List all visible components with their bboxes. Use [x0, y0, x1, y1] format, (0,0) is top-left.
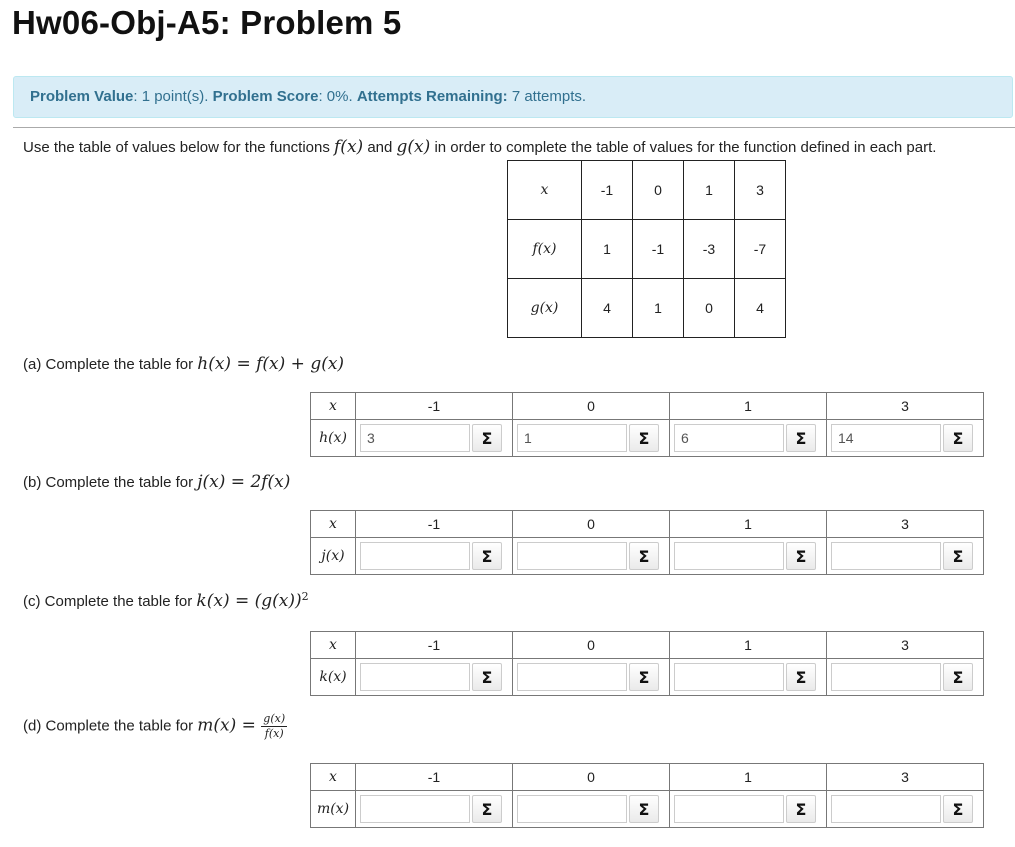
- function-label: h(x): [311, 420, 356, 457]
- answer-input[interactable]: [674, 542, 784, 570]
- sigma-icon: Σ: [795, 428, 807, 448]
- fraction-denominator: f(x): [264, 727, 284, 740]
- x-value: 1: [670, 632, 827, 659]
- x-value: 0: [513, 511, 670, 538]
- given-f-value: -1: [633, 220, 684, 279]
- divider: [13, 127, 1015, 128]
- sigma-icon: Σ: [952, 428, 964, 448]
- equation-editor-button[interactable]: [943, 795, 973, 823]
- answer-input[interactable]: [360, 795, 470, 823]
- sigma-icon: Σ: [638, 428, 650, 448]
- equation-editor-button[interactable]: [472, 663, 502, 691]
- given-x-value: 1: [684, 161, 735, 220]
- equation-editor-button[interactable]: [472, 542, 502, 570]
- answer-input[interactable]: [831, 542, 941, 570]
- function-label: k(x): [311, 659, 356, 696]
- equation-editor-button[interactable]: [629, 795, 659, 823]
- given-f-value: -7: [735, 220, 786, 279]
- x-value: 0: [513, 393, 670, 420]
- sigma-icon: Σ: [952, 546, 964, 566]
- sigma-icon: Σ: [638, 799, 650, 819]
- given-g-value: 1: [633, 279, 684, 338]
- given-g-value: 0: [684, 279, 735, 338]
- f-symbol: f(x): [334, 137, 364, 157]
- part-d-table: [310, 763, 984, 828]
- answer-input[interactable]: [674, 424, 784, 452]
- given-x-label: x: [508, 161, 582, 220]
- sigma-icon: Σ: [481, 667, 493, 687]
- part-c-exponent: 2: [301, 590, 309, 603]
- x-value: 0: [513, 764, 670, 791]
- equation-editor-button[interactable]: [786, 424, 816, 452]
- sigma-icon: Σ: [481, 428, 493, 448]
- given-f-value: 1: [582, 220, 633, 279]
- sigma-icon: Σ: [952, 667, 964, 687]
- sigma-icon: Σ: [795, 799, 807, 819]
- equation-editor-button[interactable]: [786, 795, 816, 823]
- answer-input[interactable]: [360, 542, 470, 570]
- sigma-icon: Σ: [795, 667, 807, 687]
- part-c-text: (c) Complete the table for: [23, 593, 197, 610]
- sigma-icon: Σ: [481, 546, 493, 566]
- equation-editor-button[interactable]: [943, 424, 973, 452]
- part-a-text: (a) Complete the table for: [23, 356, 198, 373]
- part-c-table: [310, 631, 984, 696]
- given-g-value: 4: [582, 279, 633, 338]
- function-label: j(x): [311, 538, 356, 575]
- answer-input[interactable]: [831, 663, 941, 691]
- answer-input[interactable]: [831, 424, 941, 452]
- part-c-label: [23, 590, 309, 611]
- answer-input[interactable]: [517, 663, 627, 691]
- answer-input[interactable]: [360, 663, 470, 691]
- sigma-icon: Σ: [481, 799, 493, 819]
- sigma-icon: Σ: [638, 546, 650, 566]
- sigma-icon: Σ: [638, 667, 650, 687]
- instructions: [23, 137, 936, 157]
- equation-editor-button[interactable]: [943, 542, 973, 570]
- instructions-and: and: [363, 139, 397, 156]
- given-x-value: 0: [633, 161, 684, 220]
- attempts-label: Attempts Remaining:: [356, 88, 508, 105]
- answer-input[interactable]: [674, 663, 784, 691]
- answer-input[interactable]: [517, 424, 627, 452]
- x-value: 0: [513, 632, 670, 659]
- answer-input[interactable]: [831, 795, 941, 823]
- part-d-fraction: [261, 712, 287, 741]
- instructions-text: Use the table of values below for the functions: [23, 139, 335, 156]
- x-value: -1: [356, 393, 513, 420]
- given-g-label: g(x): [508, 279, 582, 338]
- equation-editor-button[interactable]: [786, 542, 816, 570]
- answer-input[interactable]: [674, 795, 784, 823]
- part-b-formula: j(x) = 2f(x): [197, 472, 291, 492]
- sigma-icon: Σ: [795, 546, 807, 566]
- equation-editor-button[interactable]: [786, 663, 816, 691]
- given-x-value: 3: [735, 161, 786, 220]
- part-c-formula: k(x) = (g(x)): [196, 591, 302, 611]
- x-label: x: [311, 764, 356, 791]
- equation-editor-button[interactable]: [472, 795, 502, 823]
- x-label: x: [311, 393, 356, 420]
- part-b-text: (b) Complete the table for: [23, 474, 198, 491]
- equation-editor-button[interactable]: [629, 424, 659, 452]
- equation-editor-button[interactable]: [629, 542, 659, 570]
- x-value: 1: [670, 764, 827, 791]
- part-d-formula: m(x) =: [197, 715, 262, 736]
- problem-value: : 1 point(s).: [133, 88, 209, 105]
- problem-score: : 0%.: [318, 88, 353, 105]
- g-symbol: g(x): [396, 137, 431, 157]
- equation-editor-button[interactable]: [629, 663, 659, 691]
- x-value: -1: [356, 764, 513, 791]
- x-value: 3: [827, 393, 984, 420]
- problem-info-bar: [13, 76, 1013, 118]
- problem-value-label: Problem Value: [30, 88, 134, 105]
- x-label: x: [311, 511, 356, 538]
- page-title: Hw06-Obj-A5: Problem 5: [12, 4, 402, 41]
- attempts-remaining: 7 attempts.: [507, 88, 587, 105]
- answer-input[interactable]: [517, 795, 627, 823]
- function-label: m(x): [311, 791, 356, 828]
- part-b-table: [310, 510, 984, 575]
- equation-editor-button[interactable]: [943, 663, 973, 691]
- x-label: x: [311, 632, 356, 659]
- part-b-label: [23, 472, 290, 492]
- x-value: 1: [670, 511, 827, 538]
- fraction-numerator: g(x): [263, 712, 286, 725]
- part-d-text: (d) Complete the table for: [23, 717, 198, 735]
- part-d-label: [23, 712, 287, 741]
- x-value: 3: [827, 632, 984, 659]
- part-a-table: [310, 392, 984, 457]
- answer-input[interactable]: [517, 542, 627, 570]
- equation-editor-button[interactable]: [472, 424, 502, 452]
- answer-input[interactable]: [360, 424, 470, 452]
- given-values-table: [507, 160, 786, 338]
- given-f-value: -3: [684, 220, 735, 279]
- x-value: 3: [827, 764, 984, 791]
- x-value: -1: [356, 511, 513, 538]
- given-f-label: f(x): [508, 220, 582, 279]
- sigma-icon: Σ: [952, 799, 964, 819]
- part-a-formula: h(x) = f(x) + g(x): [197, 354, 345, 374]
- given-x-value: -1: [582, 161, 633, 220]
- part-a-label: [23, 354, 344, 374]
- x-value: -1: [356, 632, 513, 659]
- x-value: 3: [827, 511, 984, 538]
- instructions-text-end: in order to complete the table of values for the function defined in each part.: [430, 139, 937, 156]
- problem-score-label: Problem Score: [212, 88, 319, 105]
- x-value: 1: [670, 393, 827, 420]
- given-g-value: 4: [735, 279, 786, 338]
